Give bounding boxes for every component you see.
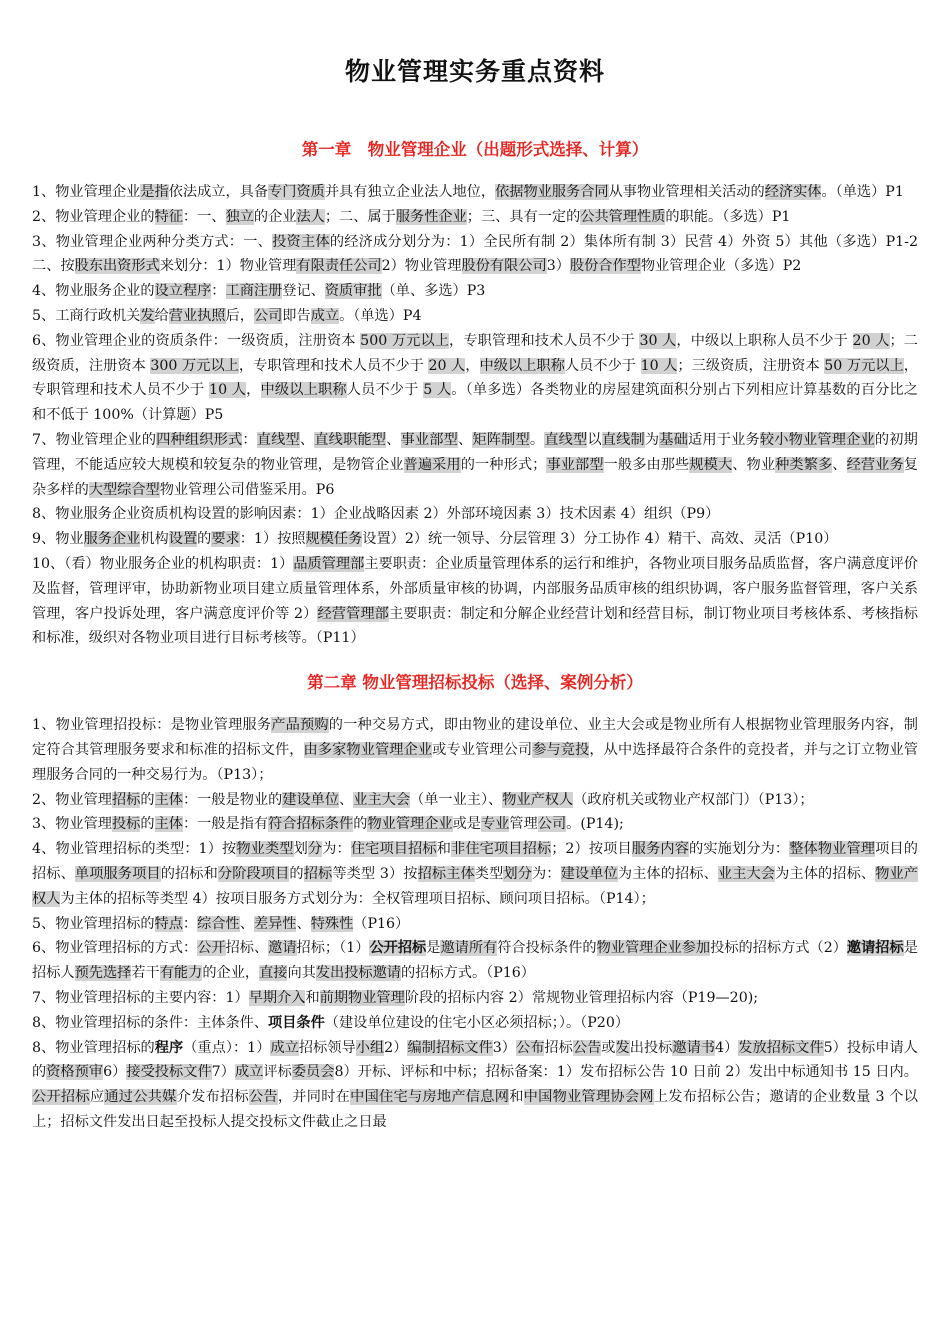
highlighted-text: 接受投标文件: [126, 1064, 212, 1081]
highlighted-text: 成立: [234, 1064, 264, 1081]
text-run: ，从中选择最符合条件的竞投者，并与之订立物业管理服务合同的一种交易行为。（P13）；: [32, 741, 918, 783]
highlighted-text: 住宅项目招标: [350, 841, 437, 858]
text-run: 2、物业管理企业的: [32, 208, 155, 225]
highlighted-text: 有能力: [159, 965, 203, 982]
highlighted-text: 综合性: [197, 915, 240, 932]
text-run: 依法成立，具备: [168, 184, 269, 200]
text-run: 或: [601, 1039, 616, 1056]
text-run: （重点）：1）: [183, 1039, 271, 1056]
highlighted-text: 种类繁多: [775, 456, 833, 473]
text-run: ；三级资质，注册资本: [677, 357, 825, 374]
text-run: 从事物业管理相关活动的: [608, 184, 765, 200]
paragraph-item: [32, 304, 918, 329]
text-run: 给: [154, 307, 169, 324]
text-run: 招标、: [225, 940, 269, 957]
highlighted-text: 资质审批: [324, 283, 382, 300]
highlighted-text: 依据物业服务合同: [495, 184, 609, 200]
paragraph-item: [32, 279, 918, 304]
highlighted-text: 物业产权人: [502, 791, 574, 808]
highlighted-text: 成立: [310, 307, 340, 324]
highlighted-text: 发: [140, 307, 155, 324]
highlighted-text: 物业类型: [236, 841, 294, 858]
highlighted-text: 事业部型: [400, 431, 459, 448]
text-run: 。（单多选）各类物业的房屋建筑面积分别占下列相应计算基数的百分比之和不低于 100%（计算题）P5: [32, 382, 918, 424]
highlighted-text: 经济实体: [764, 184, 822, 200]
paragraph-item: [32, 837, 918, 911]
highlighted-text: 经营管理部: [317, 605, 389, 622]
text-run: 管理: [509, 816, 538, 833]
text-run: 的: [197, 531, 212, 548]
highlighted-text: 招标: [111, 791, 141, 808]
highlighted-text: 事业部型: [546, 456, 604, 473]
highlighted-text: 中国物业管理协会网: [523, 1089, 654, 1106]
bold-text: 程序: [154, 1039, 184, 1056]
text-run: ，并同时在: [277, 1089, 351, 1106]
text-run: 来划分：1）物业管理: [159, 258, 297, 275]
highlighted-text: 四种组织形式: [156, 431, 243, 448]
highlighted-text: 发: [615, 1039, 630, 1056]
highlighted-text: 分阶段项目: [217, 865, 290, 882]
text-run: 评标: [263, 1064, 292, 1081]
highlighted-text: 20 人: [428, 357, 466, 374]
highlighted-text: 直线型: [544, 431, 588, 448]
highlighted-text: 建设单位: [560, 865, 618, 882]
paragraph-item: [32, 552, 918, 651]
highlighted-text: 5 人: [423, 382, 452, 399]
text-run: ：一、: [182, 208, 226, 225]
highlighted-text: 服务内容: [631, 841, 690, 858]
paragraph-item: [32, 788, 918, 813]
text-run: 为：: [322, 841, 351, 858]
text-run: ，专职管理和技术人员不少于: [238, 357, 429, 374]
text-run: 或专业管理公司: [432, 741, 533, 758]
text-run: 一般多由那些: [603, 456, 690, 473]
chapter-1: [32, 136, 918, 651]
text-run: ；2）按项目: [551, 841, 632, 858]
text-run: 7、物业管理企业的: [32, 431, 157, 448]
text-run: 投标的招标方式（2）: [710, 940, 847, 957]
text-run: 、: [299, 431, 315, 448]
text-run: 适用于业务: [688, 431, 760, 448]
text-run: 人员不少于: [564, 357, 641, 374]
text-run: 的企业: [253, 208, 297, 225]
highlighted-text: 物业管理企业: [367, 816, 453, 833]
highlighted-text: 30 人: [639, 332, 677, 349]
text-run: 后，: [225, 307, 254, 324]
highlighted-text: 发放招标文件: [738, 1039, 824, 1056]
text-run: 和: [436, 841, 452, 858]
paragraph-item: [32, 180, 918, 205]
text-run: 类型: [474, 865, 504, 882]
highlighted-text: 委员会: [291, 1064, 335, 1081]
highlighted-text: 股份有限公司: [461, 258, 547, 275]
highlighted-text: 50 万元以上: [824, 357, 904, 374]
highlighted-text: 直线型: [256, 431, 300, 448]
text-run: 为: [644, 431, 660, 448]
text-run: 4、物业管理招标的类型：1）按: [32, 841, 237, 858]
highlighted-text: 专门资质: [268, 184, 325, 200]
highlighted-text: 法人: [296, 208, 325, 225]
text-run: 、: [458, 431, 473, 448]
text-run: ：: [211, 283, 226, 300]
text-run: 是招标人: [32, 940, 918, 982]
text-run: 4、物业服务企业的: [32, 283, 155, 300]
highlighted-text: 业主大会: [353, 791, 411, 808]
bold-text: 项目条件: [268, 1014, 325, 1031]
text-run: 阶段的招标内容 2）常规物业管理招标内容（P19—20);: [404, 989, 759, 1006]
highlighted-text: 公告: [248, 1089, 278, 1106]
chapter-title: 第一章 物业管理企业（出题形式选择、计算）: [301, 140, 649, 159]
paragraph-item: [32, 812, 918, 837]
highlighted-text: 符合招标条件: [268, 816, 354, 833]
text-run: ；二、属于: [324, 208, 396, 225]
text-run: ：: [242, 431, 257, 448]
text-run: 、: [239, 915, 254, 932]
text-run: （P16）: [353, 915, 410, 932]
highlighted-text: 招标主体: [417, 865, 475, 882]
highlighted-text: 主体: [154, 791, 183, 808]
highlighted-text: 300 万元以上: [150, 357, 239, 374]
text-run: 为主体的招标、: [775, 865, 876, 882]
paragraph-item: [32, 936, 918, 986]
highlighted-text: 非住宅项目招标: [451, 841, 552, 858]
highlighted-text: 公共管理性质: [580, 208, 666, 225]
text-run: 招标；（1）: [296, 940, 370, 957]
text-run: 6、物业管理企业的资质条件：一级资质，注册资本: [32, 332, 361, 349]
highlighted-text: 编制招标文件: [407, 1039, 493, 1056]
highlighted-text: 成立: [270, 1039, 299, 1056]
highlighted-text: 经营业务: [846, 456, 904, 473]
text-run: 若干: [131, 965, 160, 982]
text-run: 的初期管理，不能适应较大规模和较复杂的物业管理，是物管企业: [32, 431, 918, 473]
highlighted-text: 发出投标邀请: [315, 965, 401, 982]
highlighted-text: 产品预购: [271, 717, 329, 734]
chapter-title: 第二章 物业管理招标投标（选择、案例分析）: [307, 673, 643, 693]
highlighted-text: 特点: [154, 915, 183, 932]
text-run: 的招标和: [160, 865, 218, 882]
text-run: 为主体的招标等类型 4）按项目服务方式划分为：全权管理项目招标、顾问项目招标。（P14）；: [60, 890, 655, 907]
highlighted-text: 营业执照: [168, 307, 226, 324]
highlighted-text: 中国住宅与房地产信息网: [350, 1089, 510, 1106]
paragraph-item: [32, 912, 918, 937]
highlighted-text: 服务性企业: [395, 208, 467, 225]
highlighted-text: 直接: [259, 965, 288, 982]
highlighted-text: 邀请书: [672, 1039, 716, 1056]
text-run: 7）: [211, 1064, 235, 1081]
text-run: 9、物业: [32, 531, 84, 548]
paragraph-item: [32, 527, 918, 552]
text-run: 、: [339, 791, 354, 808]
paragraph-item: [32, 1011, 918, 1036]
text-run: 等类型 3）按: [332, 865, 418, 882]
text-run: ：: [182, 915, 198, 932]
text-run: 物业管理公司借鉴采用。P6: [159, 481, 335, 498]
highlighted-text: 20 人: [852, 332, 890, 349]
paragraph-item: [32, 986, 918, 1011]
highlighted-text: 由多家物业管理企业: [303, 741, 433, 758]
text-run: 8、物业管理招标的条件：主体条件、: [32, 1014, 269, 1031]
highlighted-text: 股份合作型: [569, 258, 641, 275]
highlighted-text: 工商注册: [225, 283, 283, 300]
highlighted-text: 设置: [168, 531, 198, 548]
text-run: 5、物业管理招标的: [32, 915, 155, 932]
text-run: 复杂多样的: [32, 456, 918, 498]
highlighted-text: 分: [307, 841, 323, 858]
text-run: 6、物业管理招标的方式：: [32, 940, 198, 957]
text-run: 的经济成分划分为：1）全民所有制 2）集体所有制 3）民营 4）外资 5）其他（多选）P1-2 二、按: [32, 233, 919, 275]
highlighted-text: 公司: [253, 307, 283, 324]
text-run: 2、物业管理: [32, 791, 112, 808]
highlighted-text: 设立程序: [154, 283, 212, 300]
highlighted-bold-text: 公开招标: [369, 940, 427, 957]
text-run: ，中级以上职称人员不少于: [676, 332, 853, 349]
highlighted-text: 投资主体: [272, 233, 330, 250]
highlighted-text: 通过公共媒: [104, 1089, 177, 1106]
text-run: ：一般是指有: [182, 816, 269, 833]
highlighted-text: 有限责任公司: [296, 258, 382, 275]
text-run: 出投标: [629, 1039, 673, 1056]
text-run: 主要职责：制定和分解企业经营计划和经营目标，制订物业项目考核体系、考核指标和标准，级织对各物业项目进行目标考核等。（P11）: [32, 605, 918, 647]
text-run: 2）物业管理: [381, 258, 462, 275]
text-run: 的: [289, 865, 304, 882]
highlighted-text: 要求: [211, 531, 240, 548]
highlighted-text: 公开招标: [32, 1089, 90, 1106]
text-run: 即告: [282, 307, 311, 324]
text-run: ：1）按照: [239, 531, 306, 548]
text-run: 为主体的招标、: [617, 865, 718, 882]
highlighted-text: 参与竞投: [532, 741, 590, 758]
text-run: 3）: [492, 1039, 516, 1056]
text-run: ：一般是物业的: [182, 791, 283, 808]
highlighted-bold-text: 邀请招标: [846, 940, 904, 957]
text-run: 1、物业管理企业: [32, 184, 141, 200]
text-run: 符合投标条件的: [497, 940, 597, 957]
highlighted-text: 单项服务项目: [74, 865, 161, 882]
text-run: 应: [89, 1089, 105, 1106]
text-run: 以: [587, 431, 602, 448]
text-run: 3、物业管理: [32, 816, 112, 833]
highlighted-text: 中级以上职称: [479, 357, 565, 374]
text-run: 5）投标申请人的: [32, 1039, 918, 1081]
highlighted-text: 股东出资形式: [74, 258, 160, 275]
text-run: 登记、: [282, 283, 325, 300]
chapters-container: [32, 136, 918, 1135]
highlighted-text: 规模任务: [305, 531, 363, 548]
highlighted-text: 公布: [515, 1039, 545, 1056]
text-run: 和: [305, 989, 320, 1006]
text-run: 的实施划分为：: [689, 841, 790, 858]
text-run: 7、物业管理招标的主要内容：1）: [32, 989, 249, 1006]
text-run: 和: [509, 1089, 524, 1106]
paragraph-item: [32, 230, 918, 280]
text-run: 8）开标、评标和中标；招标备案：1）发布招标公告 10 日前 2）发出中标通知书 15 日内。: [334, 1064, 918, 1081]
highlighted-text: 整体物业管理: [789, 841, 876, 858]
text-run: 上发布招标公告；邀请的企业数量 3 个以上；招标文件发出日起至投标人提交投标文件截止之日最: [32, 1089, 918, 1130]
highlighted-text: 早期介入: [248, 989, 306, 1006]
text-run: 3、物业管理企业两种分类方式：一、: [32, 233, 273, 250]
highlighted-text: 小组: [355, 1039, 385, 1056]
text-run: 2）: [384, 1039, 408, 1056]
text-run: ，: [246, 382, 261, 399]
text-run: 是: [426, 940, 441, 957]
text-run: 。（单选）P4: [339, 307, 422, 324]
highlighted-text: 建设单位: [282, 791, 340, 808]
text-run: 的招标方式。（P16）: [401, 965, 535, 982]
highlighted-text: 10 人: [209, 382, 247, 399]
text-run: 的一种交易方式，即由物业的建设单位、业主大会或是物业所有人根据物业管理服务内容，制定符合其管理服务要求和标准的招标文件，: [32, 717, 918, 758]
paragraph-item: [32, 502, 918, 527]
highlighted-text: 特征: [154, 208, 183, 225]
highlighted-text: 资格预审: [46, 1064, 104, 1081]
highlighted-text: 差异性: [253, 915, 297, 932]
highlighted-text: 普遍采用: [403, 456, 461, 473]
paragraph-item: [32, 1036, 918, 1135]
highlighted-text: 前期物业管理: [319, 989, 405, 1006]
text-run: 。（单选）P1: [821, 184, 904, 200]
highlighted-text: 主体: [154, 816, 183, 833]
text-run: 8、物业服务企业资质机构设置的影响因素：1）企业战略因素 2）外部环境因素 3）技术因素 4）组织（P9）: [32, 506, 720, 523]
text-run: 介发布招标: [176, 1089, 249, 1106]
highlighted-text: 公告: [572, 1039, 602, 1056]
text-run: 的一种形式；: [460, 456, 547, 473]
text-run: ；三、具有一定的: [466, 208, 581, 225]
paragraph-item: [32, 428, 918, 502]
text-run: 、: [296, 915, 311, 932]
text-run: 4）: [715, 1039, 739, 1056]
highlighted-text: 较小物业管理企业: [759, 431, 875, 448]
text-run: ，专职管理和技术人员不少于: [32, 357, 918, 399]
text-run: 并具有独立企业法人地位，: [324, 184, 496, 200]
highlighted-text: 公开: [197, 940, 226, 957]
paragraph-item: [32, 205, 918, 230]
text-run: 10、（看）物业服务企业的机构职责：1）: [32, 555, 294, 572]
text-run: 向其: [287, 965, 316, 982]
paragraph-item: [32, 329, 918, 428]
text-run: 。: [529, 431, 545, 448]
text-run: （政府机关或物业产权部门）（P13）；: [573, 791, 814, 808]
highlighted-text: 招标: [303, 865, 333, 882]
text-run: 的职能。（多选）P1: [665, 208, 791, 225]
text-run: 机构: [140, 531, 169, 548]
text-run: 8、物业管理招标的: [32, 1039, 155, 1056]
highlighted-text: 是指: [140, 184, 169, 200]
highlighted-text: 服务企业: [83, 531, 141, 548]
text-run: 。(P14);: [566, 816, 624, 833]
document-title: 物业管理实务重点资料: [344, 57, 605, 86]
text-run: 、物业: [732, 456, 776, 473]
highlighted-text: 直线职能型: [314, 431, 387, 448]
text-run: 3）: [546, 258, 570, 275]
chapter-2: [32, 669, 918, 1135]
highlighted-text: 直线制: [601, 431, 645, 448]
text-run: 的: [140, 816, 155, 833]
highlighted-text: 10 人: [640, 357, 678, 374]
highlighted-text: 规模大: [689, 456, 733, 473]
highlighted-text: 划分: [503, 865, 532, 882]
highlighted-text: 专业: [480, 816, 510, 833]
highlighted-text: 业主大会: [717, 865, 776, 882]
text-run: 物业管理企业（多选）P2: [640, 258, 802, 275]
paragraph-item: [32, 713, 918, 787]
text-run: 的: [140, 791, 155, 808]
text-run: 主要职责：企业质量管理体系的运行和维护，各物业项目服务品质监督，客户满意度评价及监督，管理评审，协助新物业项目建立质量管理体系，外部质量审核的协调，内部服务品质审核的组织协调，客户服务监督管理，客户关系管理，客户投诉处理，客户满意度评价等 2）: [32, 555, 918, 622]
text-run: 、: [386, 431, 401, 448]
highlighted-text: 投标: [111, 816, 141, 833]
highlighted-text: 预先选择: [74, 965, 132, 982]
highlighted-text: 品质管理部: [293, 555, 365, 572]
text-run: 5、工商行政机关: [32, 307, 141, 324]
text-run: ，专职管理和技术人员不少于: [449, 332, 640, 349]
highlighted-text: 物业产权人: [32, 865, 918, 907]
highlighted-text: 公司: [537, 816, 567, 833]
text-run: 的: [353, 816, 368, 833]
highlighted-text: 特殊性: [310, 915, 354, 932]
text-run: （单、多选）P3: [381, 283, 486, 300]
text-run: （建设单位建设的住宅小区必须招标；）。（P20）: [324, 1014, 630, 1031]
highlighted-text: 中级以上职称: [260, 382, 347, 399]
text-run: 、: [832, 456, 847, 473]
text-run: 设置）2）统一领导、分层管理 3）分工协作 4）精干、高效、灵活（P10）: [362, 531, 838, 548]
highlighted-text: 500 万元以上: [360, 332, 450, 349]
text-run: 的企业，: [202, 965, 260, 982]
text-run: 人员不少于: [346, 382, 424, 399]
text-run: 6）: [103, 1064, 127, 1081]
text-run: ，: [465, 357, 480, 374]
highlighted-text: 大型综合型: [88, 481, 160, 498]
text-run: 划: [293, 841, 308, 858]
highlighted-text: 邀请所有: [440, 940, 498, 957]
text-run: （单一业主）、: [410, 791, 503, 808]
highlighted-text: 物业管理企业参加: [596, 940, 711, 957]
text-run: 项目的招标、: [32, 841, 918, 882]
highlighted-text: 基础: [659, 431, 689, 448]
text-run: 为：: [532, 865, 561, 882]
text-run: 招标: [544, 1039, 573, 1056]
text-run: 招标领导: [298, 1039, 356, 1056]
highlighted-text: 矩阵制型: [472, 431, 530, 448]
text-run: 1、物业管理招投标：是物业管理服务: [32, 717, 272, 734]
highlighted-text: 独立: [225, 208, 254, 225]
text-run: ；二级资质，注册资本: [32, 332, 918, 374]
text-run: 或是: [452, 816, 481, 833]
highlighted-text: 邀请: [268, 940, 297, 957]
